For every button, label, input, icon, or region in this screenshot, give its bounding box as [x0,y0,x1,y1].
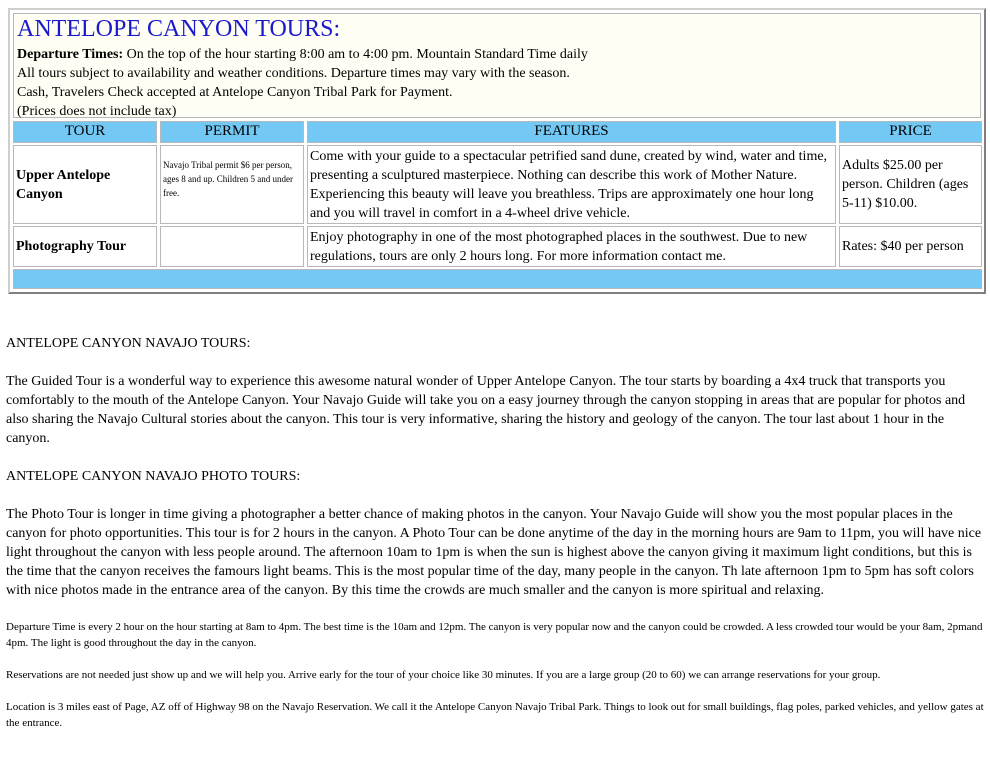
departure-info: Departure Time is every 2 hour on the hour starting at 8am to 4pm. The best time is the 10am and 12pm. The canyon is very popular now and the canyon could be crowded. A less crowded tour would be your 8am, 2pmand 4pm. The light is good throughout the day in the canyon. [6,621,983,649]
price-upper-antelope: Adults $25.00 per person. Children (ages 5-11) $10.00. [839,145,982,224]
tours-table [8,8,986,294]
departure-label: Departure Times: [17,47,124,62]
tax-note: (Prices does not include tax) [17,104,177,119]
tours-paragraph: The Guided Tour is a wonderful way to experience this awesome natural wonder of Upper Antelope Canyon. The tour starts by boarding a 4x4 truck that transports you comfortably to the mouth of the Antelope Canyon. Your Navajo Guide will take you on a easy journey through the canyon stopping in areas that are popular for photos and also sharing the Navajo Cultural stories about the canyon. This tour is very informative, sharing the history and geology of the canyon. The tour last about 1 hour in the canyon. [6,374,966,446]
location-info: Location is 3 miles east of Page, AZ off of Highway 98 on the Navajo Reservation. We call it the Antelope Canyon Navajo Tribal Park. Things to look out for small buildings, flag poles, parked vehicles, and yellow gates at the entrance. [6,701,984,729]
permit-photography [160,226,304,267]
price-photography: Rates: $40 per person [839,226,982,267]
table-footer-bar [13,269,982,289]
features-photography: Enjoy photography in one of the most photographed places in the southwest. Due to new regulations, tours are only 2 hours long. For more information contact me. [307,226,836,267]
reservations-info: Reservations are not needed just show up and we will help you. Arrive early for the tour of your choice like 30 minutes. If you are a large group (20 to 60) we can arrange reservations for your group. [6,669,881,681]
intro-cell [13,13,981,118]
payment-note: Cash, Travelers Check accepted at Antelope Canyon Tribal Park for Payment. [17,85,453,100]
permit-upper-antelope: Navajo Tribal permit $6 per person, ages 8 and up. Children 5 and under free. [160,145,304,224]
photo-tours-paragraph: The Photo Tour is longer in time giving a photographer a better chance of making photos in the canyon. Your Navajo Guide will show you the most popular places in the canyon for photo opportunities. This tour is for 2 hours in the canyon. A Photo Tour can be done anytime of the day in the morning hours are 9am to 11pm, you will have nice light throughout the canyon with less people around. The afternoon 10am to 1pm is when the sun is highest above the canyon giving it maximum light conditions, but this is the time that the canyon receives the famours light beams. This is the most popular time of the day, many people in the canyon. Th late afternoon 1pm to 5pm has soft colors with nice photos made in the entrance area of the canyon. By this time the crowds are much smaller and the canyon is more spiritual and relaxing. [6,507,982,598]
features-upper-antelope: Come with your guide to a spectacular petrified sand dune, created by wind, water and time, presenting a sculptured masterpiece. Nothing can describe this work of Mother Nature. Experiencing this beauty will leave you breathless. Trips are approximately one hour long and you will travel in comfort in a 4-wheel drive vehicle. [307,145,836,224]
tour-name-upper-antelope: Upper Antelope Canyon [13,145,157,224]
header-tour: TOUR [13,121,157,143]
header-features: FEATURES [307,121,836,143]
availability-note: All tours subject to availability and weather conditions. Departure times may vary with the season. [17,66,570,81]
header-price: PRICE [839,121,982,143]
header-permit: PERMIT [160,121,304,143]
article [6,334,988,731]
departure-times [17,45,980,64]
page-title: ANTELOPE CANYON TOURS: [17,16,341,42]
departure-text: On the top of the hour starting 8:00 am to 4:00 pm. Mountain Standard Time daily [123,47,588,62]
section-heading-tours: ANTELOPE CANYON NAVAJO TOURS: [6,336,251,351]
tour-name-photography: Photography Tour [13,226,157,267]
section-heading-photo-tours: ANTELOPE CANYON NAVAJO PHOTO TOURS: [6,469,301,484]
